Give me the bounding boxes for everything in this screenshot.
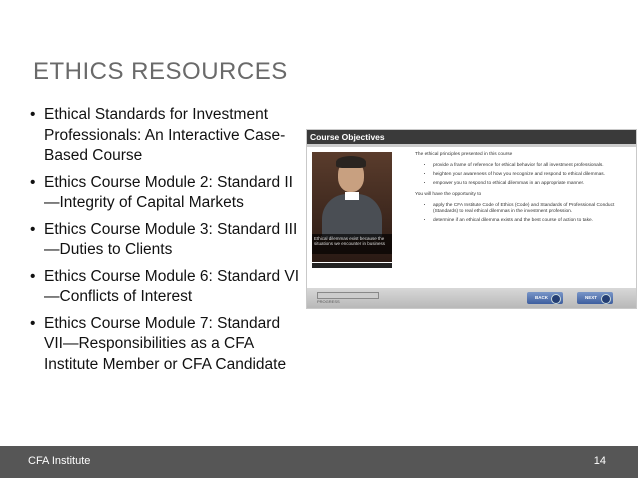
goals-list (415, 163, 630, 187)
next-arrow-icon (601, 294, 611, 304)
bullet-icon: • (30, 173, 36, 191)
bullet-text: Ethical Standards for Investment Professionals: An Interactive Case-Based Course (44, 106, 286, 164)
intro-text: The ethical principles presented in this course (415, 152, 513, 157)
course-screenshot (306, 129, 637, 309)
bullet-text: Ethics Course Module 3: Standard III—Duties to Clients (44, 220, 298, 258)
next-button[interactable] (577, 292, 613, 304)
objectives-text (415, 152, 630, 229)
bullet-icon: • (30, 267, 36, 285)
list-item (28, 314, 303, 376)
video-caption: Ethical dilemmas exist because the situations we encounter in business (312, 234, 392, 254)
footer-bar (0, 446, 638, 478)
back-button[interactable] (527, 292, 563, 304)
progress-bar (317, 292, 379, 299)
bullet-text: Ethics Course Module 6: Standard VI—Conflicts of Interest (44, 267, 300, 305)
bullet-text: Ethics Course Module 7: Standard VII—Responsibilities as a CFA Institute Member or CFA Candidate (44, 314, 287, 373)
presenter-collar (345, 192, 359, 200)
footer-org: CFA Institute (28, 455, 91, 467)
list-item (28, 173, 303, 214)
bullet-list (28, 105, 303, 381)
list-item: • provide a frame of reference for ethical behavior for all investment professionals. (433, 163, 630, 169)
video-controls[interactable] (312, 263, 392, 268)
header-divider (307, 144, 636, 147)
list-item: • empower you to respond to ethical dilemmas in an appropriate manner. (433, 181, 630, 187)
list-item: • heighten your awareness of how you recognize and respond to ethical dilemmas. (433, 172, 630, 178)
list-item: • apply the CFA Institute Code of Ethics (Code) and Standards of Professional Conduct (Standards) to real ethical dilemmas in the investment profession. (433, 203, 630, 215)
list-item (28, 267, 303, 308)
list-item (28, 105, 303, 167)
page-number: 14 (593, 455, 606, 467)
course-nav-bar (307, 288, 636, 308)
next-label: NEXT (585, 295, 598, 300)
back-label: BACK (535, 295, 548, 300)
course-objectives-header: Course Objectives (307, 130, 636, 144)
list-item (28, 220, 303, 261)
bullet-text: Ethics Course Module 2: Standard II—Integrity of Capital Markets (44, 173, 293, 211)
slide-title: ETHICS RESOURCES (33, 58, 288, 85)
progress-fill (318, 293, 378, 298)
list-item: • determine if an ethical dilemma exists and the best course of action to take. (433, 218, 630, 224)
back-arrow-icon (551, 294, 561, 304)
bullet-icon: • (30, 314, 36, 332)
presenter-hair (336, 156, 366, 168)
bullet-icon: • (30, 220, 36, 238)
opportunities-list (415, 203, 630, 224)
progress-label: PROGRESS (317, 299, 340, 304)
video-player[interactable] (312, 152, 392, 262)
bullet-icon: • (30, 106, 36, 123)
opportunity-text: You will have the opportunity to (415, 192, 482, 197)
presenter-body (322, 194, 382, 239)
